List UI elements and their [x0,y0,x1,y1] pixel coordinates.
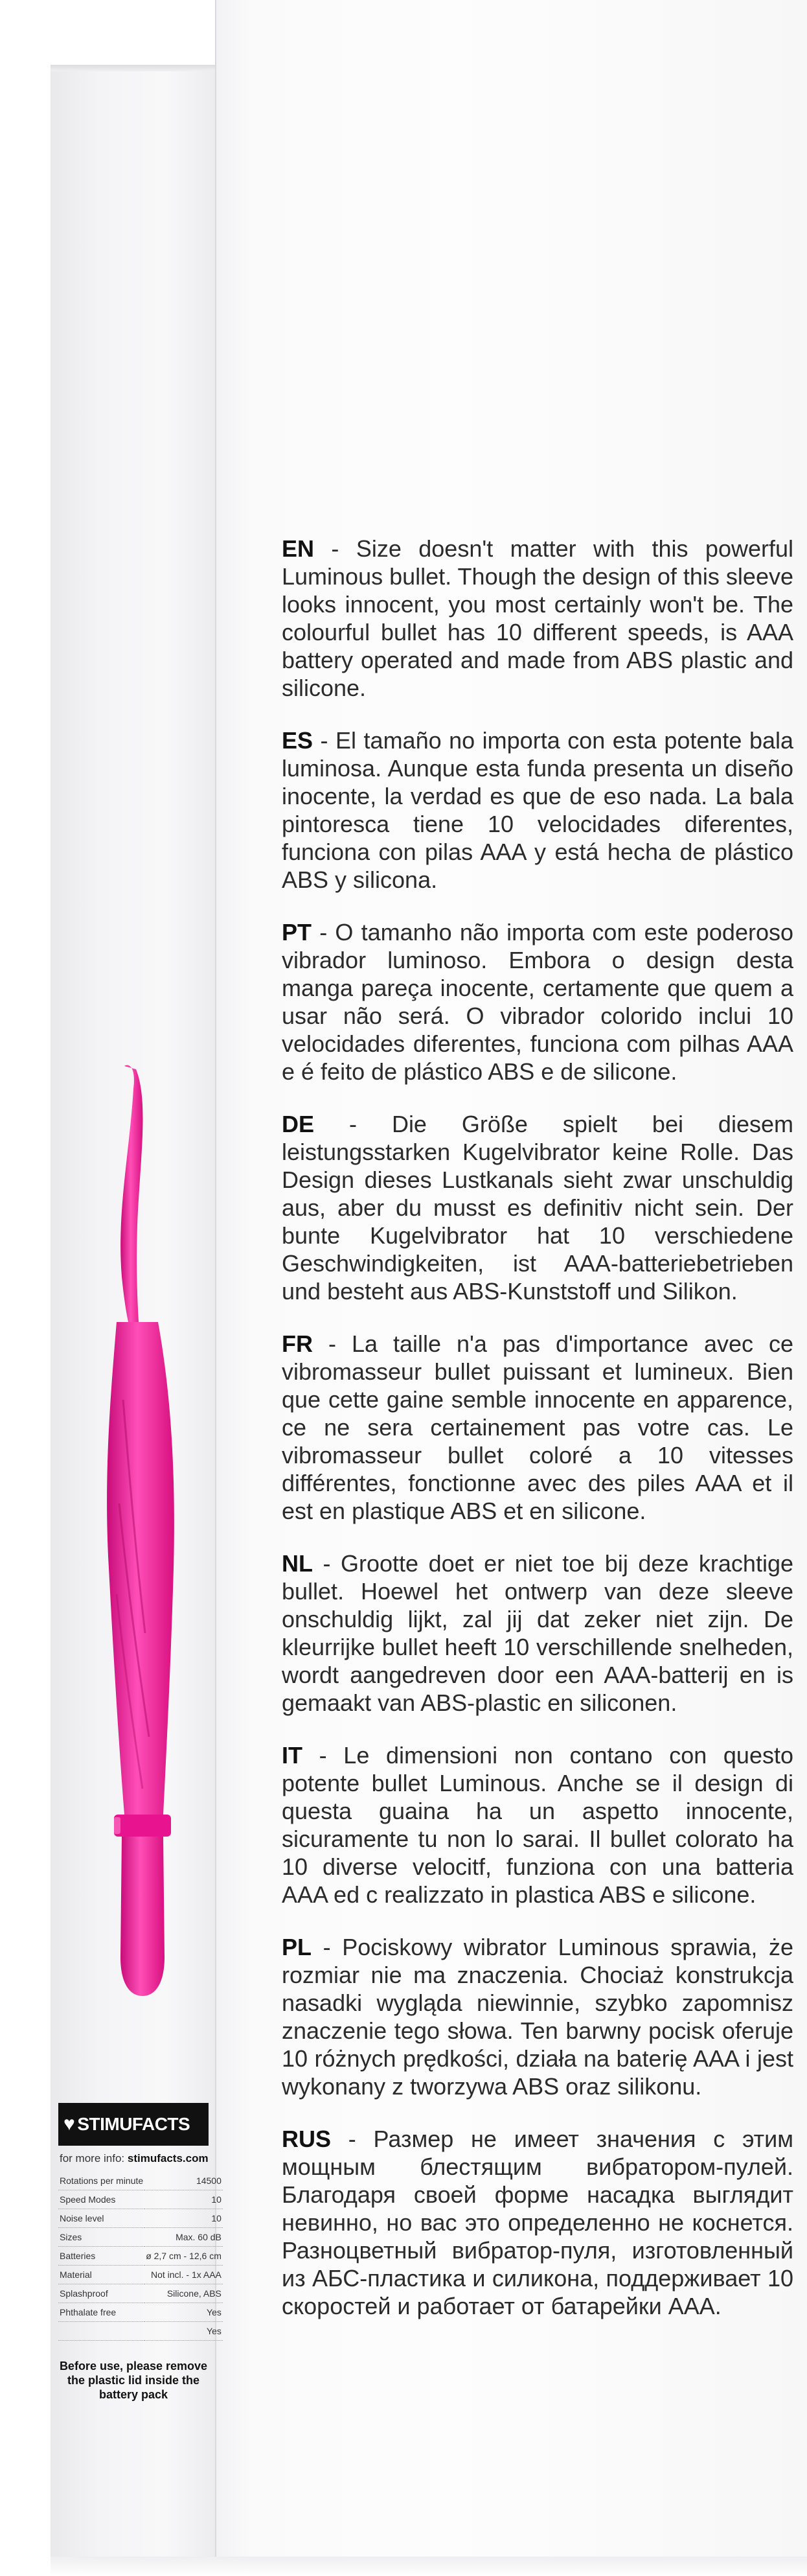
more-info-url: stimufacts.com [127,2152,209,2164]
description-text: - Grootte doet er niet toe bij deze krachtige bullet. Hoewel het ontwerp van deze sleeve onschuldig lijkt, zal jij dat zeker niet zijn. De kleurrijke bullet heeft 10 verschillende snelheden, wordt aangedreven door een AAA-batterij en is gemaakt van ABS-plastic en siliconen. [282,1550,793,1716]
description-text: - O tamanho não importa com este poderoso vibrador luminoso. Embora o design desta manga pareça inocente, certamente que quem a usar não será. O vibrador colorido inclui 10 velocidades diferentes, funciona com pilhas AAA e é feito de plástico ABS e de silicone. [282,919,793,1085]
spec-name: Speed Modes [58,2190,144,2209]
language-code: PT [282,919,312,946]
spec-value: Max. 60 dB [144,2228,223,2247]
spec-name: Noise level [58,2209,144,2228]
description-text: - Pociskowy wibrator Luminous sprawia, że rozmiar nie ma znaczenia. Chociaż konstrukcja nasadki wygląda niewinnie, szybko zapomnisz znaczenie tego słowa. Ten barwny pocisk oferuje 10 różnych prędkości, działa na baterię AAA i jest wykonany z tworzywa ABS oraz silikonu. [282,1934,793,2100]
description-de [282,1110,793,1305]
spec-row [58,2209,223,2228]
spec-value: Yes [144,2303,223,2322]
description-nl [282,1549,793,1717]
more-info-prefix: for more info: [60,2152,128,2164]
description-pt [282,918,793,1085]
spec-row [58,2190,223,2209]
more-info-line [60,2152,209,2165]
spec-name: Rotations per minute [58,2172,144,2190]
language-code: IT [282,1742,302,1769]
product-image [91,1063,194,2035]
product-description [282,535,793,2345]
battery-warning: Before use, please remove the plastic lid inside the battery pack [59,2360,208,2401]
description-es [282,726,793,894]
brand-name: STIMUFACTS [77,2114,190,2134]
spec-row [58,2247,223,2266]
language-code: RUS [282,2126,332,2152]
language-code: EN [282,535,315,562]
spec-row [58,2266,223,2284]
box-bottom-edge [51,2557,807,2576]
spec-name [58,2322,144,2341]
spec-name: Sizes [58,2228,144,2247]
spec-value: 10 [144,2190,223,2209]
language-code: ES [282,727,313,754]
spec-value: Not incl. - 1x AAA [144,2266,223,2284]
description-text: - La taille n'a pas d'importance avec ce vibromasseur bullet puissant et lumineux. Bien que cette gaine semble innocente en apparence, ce ne sera certainement pas votre cas. Le vibromasseur bullet coloré a 10 vitesses différentes, fonctionne avec des piles AAA et il est en plastique ABS et en silicone. [282,1330,793,1524]
spec-value: Silicone, ABS [144,2284,223,2303]
spec-name: Batteries [58,2247,144,2266]
description-text: - Размер не имеет значения с этим мощным блестящим вибратором-пулей. Благодаря своей форме насадка выглядит невинно, но вас это определенно не коснется. Разноцветный вибратор-пуля, изготовленный из АБС-пластика и силикона, поддерживает 10 скоростей и работает от батарейки ААА. [282,2126,793,2319]
heart-icon: ♥ [63,2113,75,2135]
description-fr [282,1330,793,1525]
spec-row [58,2322,223,2341]
spec-name: Phthalate free [58,2303,144,2322]
language-code: NL [282,1550,313,1577]
description-text: - Die Größe spielt bei diesem leistungsstarken Kugelvibrator keine Rolle. Das Design dieses Lustkanals sieht zwar unschuldig aus, aber du musst es definitiv nicht sein. Der bunte Kugelvibrator hat 10 verschiedene Geschwindigkeiten, ist AAA-batteriebetrieben und besteht aus ABS-Kunststoff und Silikon. [282,1111,793,1305]
description-rus [282,2125,793,2320]
description-en [282,535,793,702]
spec-row [58,2303,223,2322]
spec-label [58,2103,222,2544]
spec-row [58,2284,223,2303]
box-side-top-edge [51,65,216,71]
spec-value: 14500 [144,2172,223,2190]
spec-name: Splashproof [58,2284,144,2303]
brand-logo [58,2103,209,2146]
language-code: PL [282,1934,312,1960]
spec-value: 10 [144,2209,223,2228]
description-text: - El tamaño no importa con esta potente bala luminosa. Aunque esta funda presenta un diseño inocente, la verdad es que de eso nada. La bala pintoresca tiene 10 velocidades diferentes, funciona con pilas AAA y está hecha de plástico ABS y silicona. [282,727,793,893]
description-text: - Size doesn't matter with this powerful Luminous bullet. Though the design of this sleeve looks innocent, you most certainly won't be. The colourful bullet has 10 different speeds, is AAA battery operated and made from ABS plastic and silicone. [282,535,793,701]
spec-table [58,2172,223,2341]
description-text: - Le dimensioni non contano con questo potente bullet Luminous. Anche se il design di questa guaina ha un aspetto innocente, sicuramente tu non lo sarai. Il bullet colorato ha 10 diverse velocitf, funziona con una batteria AAA ed c realizzato in plastica ABS e silicone. [282,1742,793,1908]
spec-name: Material [58,2266,144,2284]
background [51,0,216,65]
spec-row [58,2172,223,2190]
spec-value: Yes [144,2322,223,2341]
spec-value: ø 2,7 cm - 12,6 cm [144,2247,223,2266]
spec-row [58,2228,223,2247]
language-code: DE [282,1111,315,1137]
description-pl [282,1933,793,2100]
description-it [282,1741,793,1909]
language-code: FR [282,1330,313,1357]
